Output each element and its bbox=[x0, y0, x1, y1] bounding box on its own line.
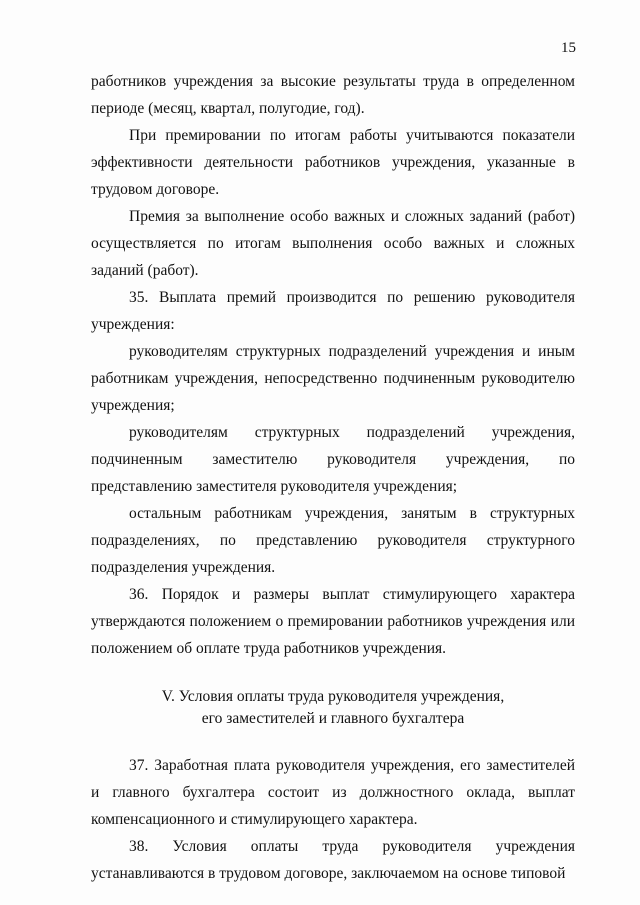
paragraph: 35. Выплата премий производится по решению руководителя учреждения: bbox=[91, 289, 575, 333]
paragraph: 37. Заработная плата руководителя учреждения, его заместителей и главного бухгалтера состоит из должностного оклада, выплат компенсационного и стимулирующего характера. bbox=[91, 757, 575, 828]
paragraph: При премировании по итогам работы учитываются показатели эффективности деятельности работников учреждения, указанные в трудовом договоре. bbox=[91, 127, 575, 198]
paragraph: Премия за выполнение особо важных и сложных заданий (работ) осуществляется по итогам выполнения особо важных и сложных заданий (работ). bbox=[91, 208, 575, 279]
paragraph: 36. Порядок и размеры выплат стимулирующего характера утверждаются положением о премировании работников учреждения или положением об оплате труда работников учреждения. bbox=[91, 586, 575, 657]
paragraph: руководителям структурных подразделений учреждения, подчиненным заместителю руководителя учреждения, по представлению заместителя руководителя учреждения; bbox=[91, 424, 575, 495]
section-heading-line: его заместителей и главного бухгалтера bbox=[201, 710, 465, 727]
page-number: 15 bbox=[561, 40, 576, 56]
paragraph: 38. Условия оплаты труда руководителя учреждения устанавливаются в трудовом договоре, заключаемом на основе типовой bbox=[91, 838, 575, 882]
paragraph: работников учреждения за высокие результаты труда в определенном периоде (месяц, квартал, полугодие, год). bbox=[91, 73, 575, 117]
section-heading-line: V. Условия оплаты труда руководителя учреждения, bbox=[161, 688, 505, 705]
paragraph: руководителям структурных подразделений учреждения и иным работникам учреждения, непосредственно подчиненным руководителю учреждения; bbox=[91, 343, 575, 414]
paragraph: остальным работникам учреждения, занятым в структурных подразделениях, по представлению руководителя структурного подразделения учреждения. bbox=[91, 505, 575, 576]
document-body bbox=[91, 68, 575, 887]
section-heading bbox=[91, 686, 575, 730]
